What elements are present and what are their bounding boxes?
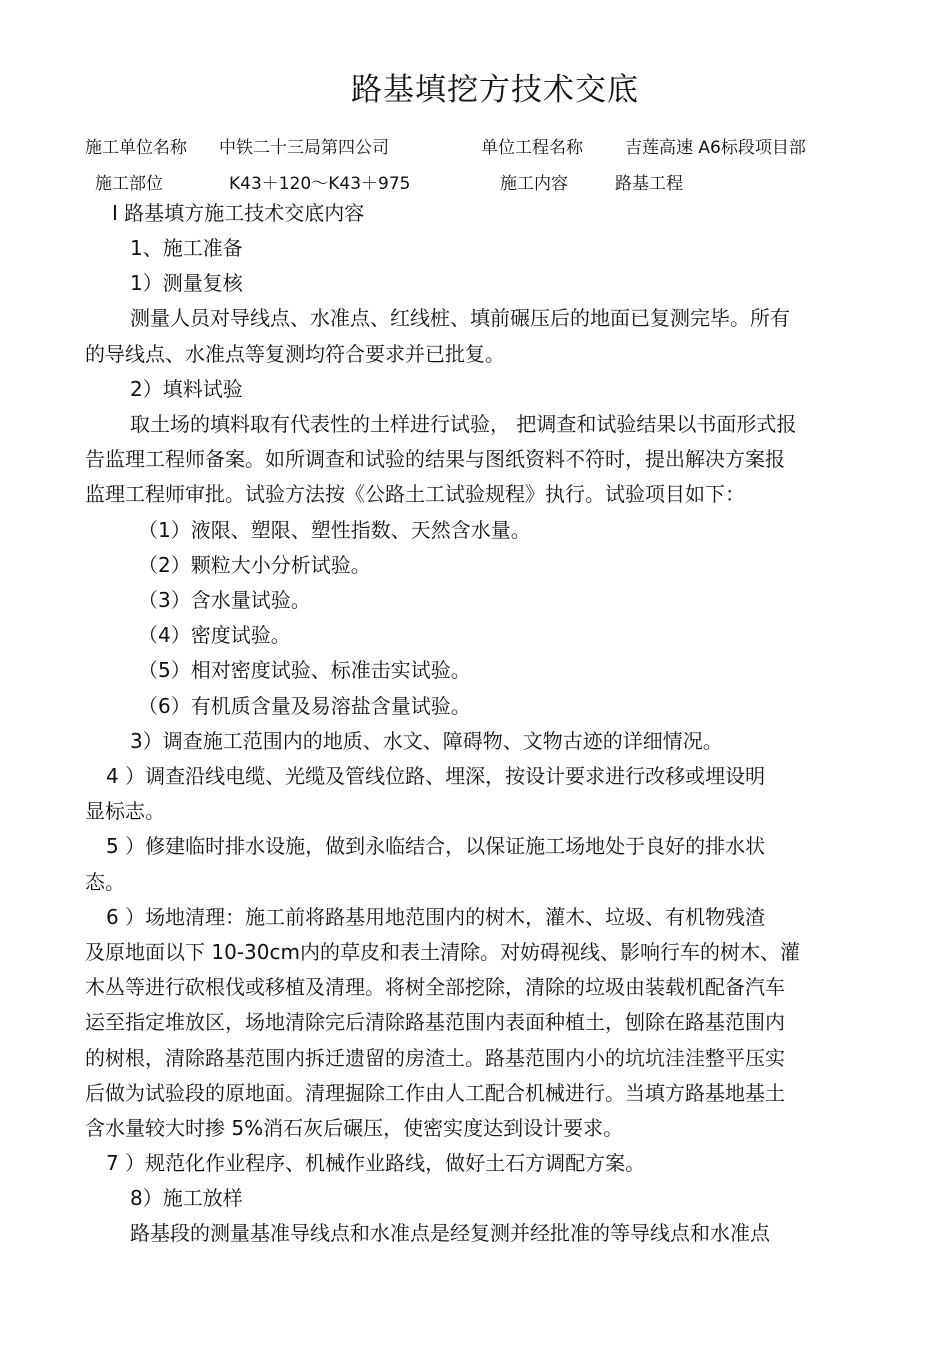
item-heading: 2）填料试验 xyxy=(130,377,243,401)
section-heading: Ⅰ 路基填方施工技术交底内容 xyxy=(112,201,365,225)
paragraph-line: 3）调查施工范围内的地质、水文、障碍物、文物古迹的详细情况。 xyxy=(130,729,723,753)
paragraph-line: 测量人员对导线点、水准点、红线桩、填前碾压后的地面已复测完毕。所有 xyxy=(130,306,790,330)
paragraph-line: 的树根，清除路基范围内拆迁遗留的房渣土。路基范围内小的坑坑洼洼整平压实 xyxy=(85,1046,785,1070)
paragraph-line: 的导线点、水准点等复测均符合要求并已批复。 xyxy=(85,342,505,366)
paragraph-line: 监理工程师审批。试验方法按《公路土工试验规程》执行。试验项目如下： xyxy=(85,482,745,506)
paragraph-line: 后做为试验段的原地面。清理掘除工作由人工配合机械进行。当填方路基地基土 xyxy=(85,1081,785,1105)
test-item: （4）密度试验。 xyxy=(138,623,291,647)
unit-label: 施工单位名称 xyxy=(85,138,187,158)
paragraph-line: 5 ）修建临时排水设施，做到永临结合，以保证施工场地处于良好的排水状 xyxy=(106,834,766,858)
test-item: （1）液限、塑限、塑性指数、天然含水量。 xyxy=(138,518,531,542)
content-value: 路基工程 xyxy=(615,174,683,194)
paragraph-line: 态。 xyxy=(85,870,125,894)
paragraph-line: 7 ）规范化作业程序、机械作业路线，做好土石方调配方案。 xyxy=(106,1151,646,1175)
paragraph-line: 6 ）场地清理：施工前将路基用地范围内的树木，灌木、垃圾、有机物残渣 xyxy=(106,905,766,929)
paragraph-line: 及原地面以下 10-30cm内的草皮和表土清除。对妨碍视线、影响行车的树木、灌 xyxy=(85,940,800,964)
paragraph-line: 运至指定堆放区，场地清除完后清除路基范围内表面种植土，刨除在路基范围内 xyxy=(85,1010,785,1034)
paragraph-line: 含水量较大时掺 5%消石灰后碾压，使密实度达到设计要求。 xyxy=(85,1116,624,1140)
content-label: 施工内容 xyxy=(500,174,568,194)
project-value: 吉莲高速 A6标段项目部 xyxy=(625,138,806,158)
paragraph-line: 木丛等进行砍根伐或移植及清理。将树全部挖除，清除的垃圾由装载机配备汽车 xyxy=(85,975,785,999)
paragraph-line: 显标志。 xyxy=(85,799,165,823)
project-label: 单位工程名称 xyxy=(481,138,583,158)
paragraph-line: 路基段的测量基准导线点和水准点是经复测并经批准的等导线点和水准点 xyxy=(130,1221,770,1245)
test-item: （6）有机质含量及易溶盐含量试验。 xyxy=(138,694,471,718)
part-value: K43＋120～K43＋975 xyxy=(229,174,411,194)
subsection-heading: 1、施工准备 xyxy=(130,236,243,260)
item-heading: 8）施工放样 xyxy=(130,1186,243,1210)
part-label: 施工部位 xyxy=(95,174,163,194)
unit-value: 中铁二十三局第四公司 xyxy=(219,138,389,158)
document-title: 路基填挖方技术交底 xyxy=(351,72,639,108)
paragraph-line: 4 ）调查沿线电缆、光缆及管线位路、埋深，按设计要求进行改移或埋设明 xyxy=(106,764,766,788)
item-heading: 1）测量复核 xyxy=(130,271,243,295)
test-item: （3）含水量试验。 xyxy=(138,588,311,612)
test-item: （2）颗粒大小分析试验。 xyxy=(138,553,371,577)
paragraph-line: 取土场的填料取有代表性的土样进行试验， 把调查和试验结果以书面形式报 xyxy=(130,412,797,436)
test-item: （5）相对密度试验、标准击实试验。 xyxy=(138,658,471,682)
paragraph-line: 告监理工程师备案。如所调查和试验的结果与图纸资料不符时，提出解决方案报 xyxy=(85,447,785,471)
